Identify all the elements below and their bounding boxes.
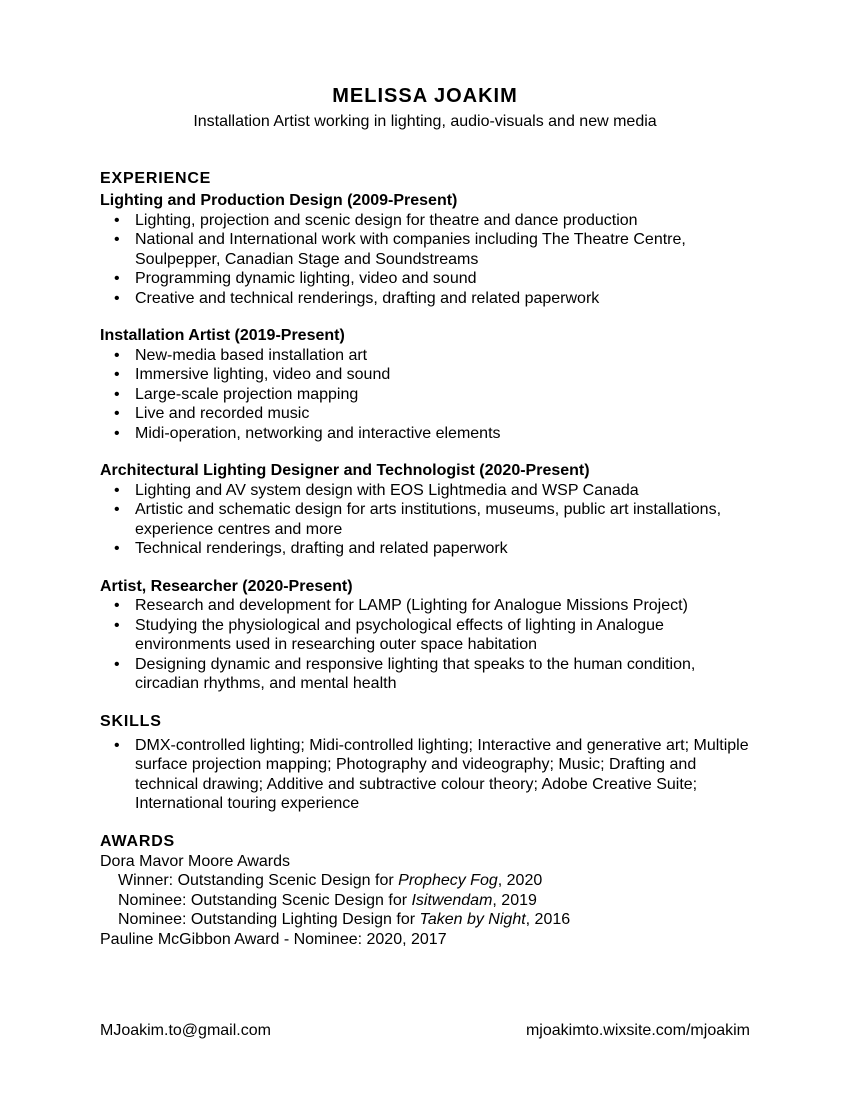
list-item xyxy=(100,655,750,694)
resume-page xyxy=(100,0,750,1100)
bullet-icon: • xyxy=(114,481,120,499)
job-block xyxy=(100,577,750,694)
bullet-icon: • xyxy=(114,655,120,673)
bullet-text: Large-scale projection mapping xyxy=(135,385,359,403)
list-item xyxy=(100,211,750,231)
bullet-icon: • xyxy=(114,346,120,364)
resume-tagline: Installation Artist working in lighting, audio-visuals and new media xyxy=(193,113,657,130)
bullet-icon: • xyxy=(114,424,120,442)
bullet-icon: • xyxy=(114,211,120,229)
skills-heading: SKILLS xyxy=(100,712,162,730)
job-bullet-list xyxy=(100,596,750,694)
bullet-icon: • xyxy=(114,270,120,287)
bullet-text: Technical renderings, drafting and related paperwork xyxy=(135,540,508,557)
award-entry xyxy=(100,891,750,911)
bullet-text: New-media based installation art xyxy=(135,346,368,364)
bullet-text: Designing dynamic and responsive lighting that speaks to the human condition, circadian rhythms, and mental health xyxy=(135,655,696,692)
website-link[interactable]: mjoakimto.wixsite.com/mjoakim xyxy=(525,1022,750,1039)
list-item xyxy=(100,385,750,405)
job-block xyxy=(100,326,750,443)
award-entry xyxy=(100,910,750,930)
list-item xyxy=(100,404,750,424)
bullet-icon: • xyxy=(114,540,120,557)
bullet-icon: • xyxy=(114,289,120,307)
resume-footer xyxy=(100,1021,750,1040)
awards-heading: AWARDS xyxy=(100,832,176,850)
skills-list xyxy=(100,736,750,814)
bullet-text: National and International work with companies including The Theatre Centre, Soulpepper, Canadian Stage and Soundstreams xyxy=(135,231,686,268)
bullet-icon: • xyxy=(114,405,120,422)
list-item xyxy=(100,500,750,539)
award-work-title: Taken by Night xyxy=(419,911,526,928)
list-item xyxy=(100,481,750,501)
job-title: Artist, Researcher (2020-Present) xyxy=(100,577,353,595)
job-bullet-list xyxy=(100,211,750,309)
bullet-text: Lighting and AV system design with EOS Lightmedia and WSP Canada xyxy=(135,481,639,499)
job-bullet-list xyxy=(100,346,750,444)
bullet-text: Creative and technical renderings, drafting and related paperwork xyxy=(135,289,600,307)
list-item xyxy=(100,596,750,616)
bullet-icon: • xyxy=(114,616,120,634)
bullet-icon: • xyxy=(114,366,120,383)
award-entry-year: , 2020 xyxy=(497,872,543,889)
job-title: Architectural Lighting Designer and Technologist (2020-Present) xyxy=(100,462,590,479)
award-entry-prefix: Nominee: Outstanding Scenic Design for xyxy=(118,891,412,909)
job-block xyxy=(100,461,750,559)
bullet-icon: • xyxy=(114,736,120,754)
bullet-icon: • xyxy=(114,385,120,403)
skills-block xyxy=(100,736,750,814)
list-item xyxy=(100,230,750,269)
resume-name: MELISSA JOAKIM xyxy=(332,85,518,107)
job-title: Lighting and Production Design (2009-Present) xyxy=(100,192,458,209)
bullet-text: Studying the physiological and psychological effects of lighting in Analogue environments used in researching outer space habitation xyxy=(135,616,664,653)
list-item xyxy=(100,346,750,366)
bullet-text: Programming dynamic lighting, video and sound xyxy=(135,270,477,287)
award-entry-year: , 2019 xyxy=(492,891,537,909)
bullet-text: Live and recorded music xyxy=(135,405,310,422)
award-organization: Pauline McGibbon Award - Nominee: 2020, 2017 xyxy=(100,930,447,948)
award-entry-prefix: Winner: Outstanding Scenic Design for xyxy=(118,872,399,889)
award-work-title: Prophecy Fog xyxy=(398,872,498,889)
list-item xyxy=(100,539,750,559)
bullet-icon: • xyxy=(114,597,120,614)
resume-content xyxy=(100,169,750,949)
bullet-text: Artistic and schematic design for arts institutions, museums, public art installations, experience centres and more xyxy=(135,501,722,538)
award-organization: Dora Mavor Moore Awards xyxy=(100,852,290,870)
bullet-text: Midi-operation, networking and interactive elements xyxy=(135,424,501,442)
award-entry-year: , 2016 xyxy=(525,911,571,928)
list-item xyxy=(100,289,750,309)
job-block xyxy=(100,191,750,308)
skills-text: DMX-controlled lighting; Midi-controlled lighting; Interactive and generative art; Multiple surface projection mapping; Photography and videography; Music; Drafting and technical drawing; Additive and subtractive colour theory; Adobe Creative Suite; International touring experience xyxy=(135,736,749,812)
bullet-text: Research and development for LAMP (Lighting for Analogue Missions Project) xyxy=(135,597,688,614)
bullet-icon: • xyxy=(114,231,120,248)
award-entry xyxy=(100,871,750,891)
award-entry-prefix: Nominee: Outstanding Lighting Design for xyxy=(118,911,420,928)
list-item xyxy=(100,269,750,289)
list-item xyxy=(100,736,750,814)
award-work-title: Isitwendam xyxy=(411,891,493,909)
bullet-text: Immersive lighting, video and sound xyxy=(135,366,391,383)
list-item xyxy=(100,365,750,385)
email-link[interactable]: MJoakim.to@gmail.com xyxy=(100,1022,271,1039)
bullet-icon: • xyxy=(114,501,120,518)
awards-block xyxy=(100,852,750,950)
experience-heading: EXPERIENCE xyxy=(100,170,212,187)
job-title: Installation Artist (2019-Present) xyxy=(100,327,345,344)
list-item xyxy=(100,616,750,655)
list-item xyxy=(100,424,750,444)
job-bullet-list xyxy=(100,481,750,559)
bullet-text: Lighting, projection and scenic design for theatre and dance production xyxy=(135,211,638,229)
